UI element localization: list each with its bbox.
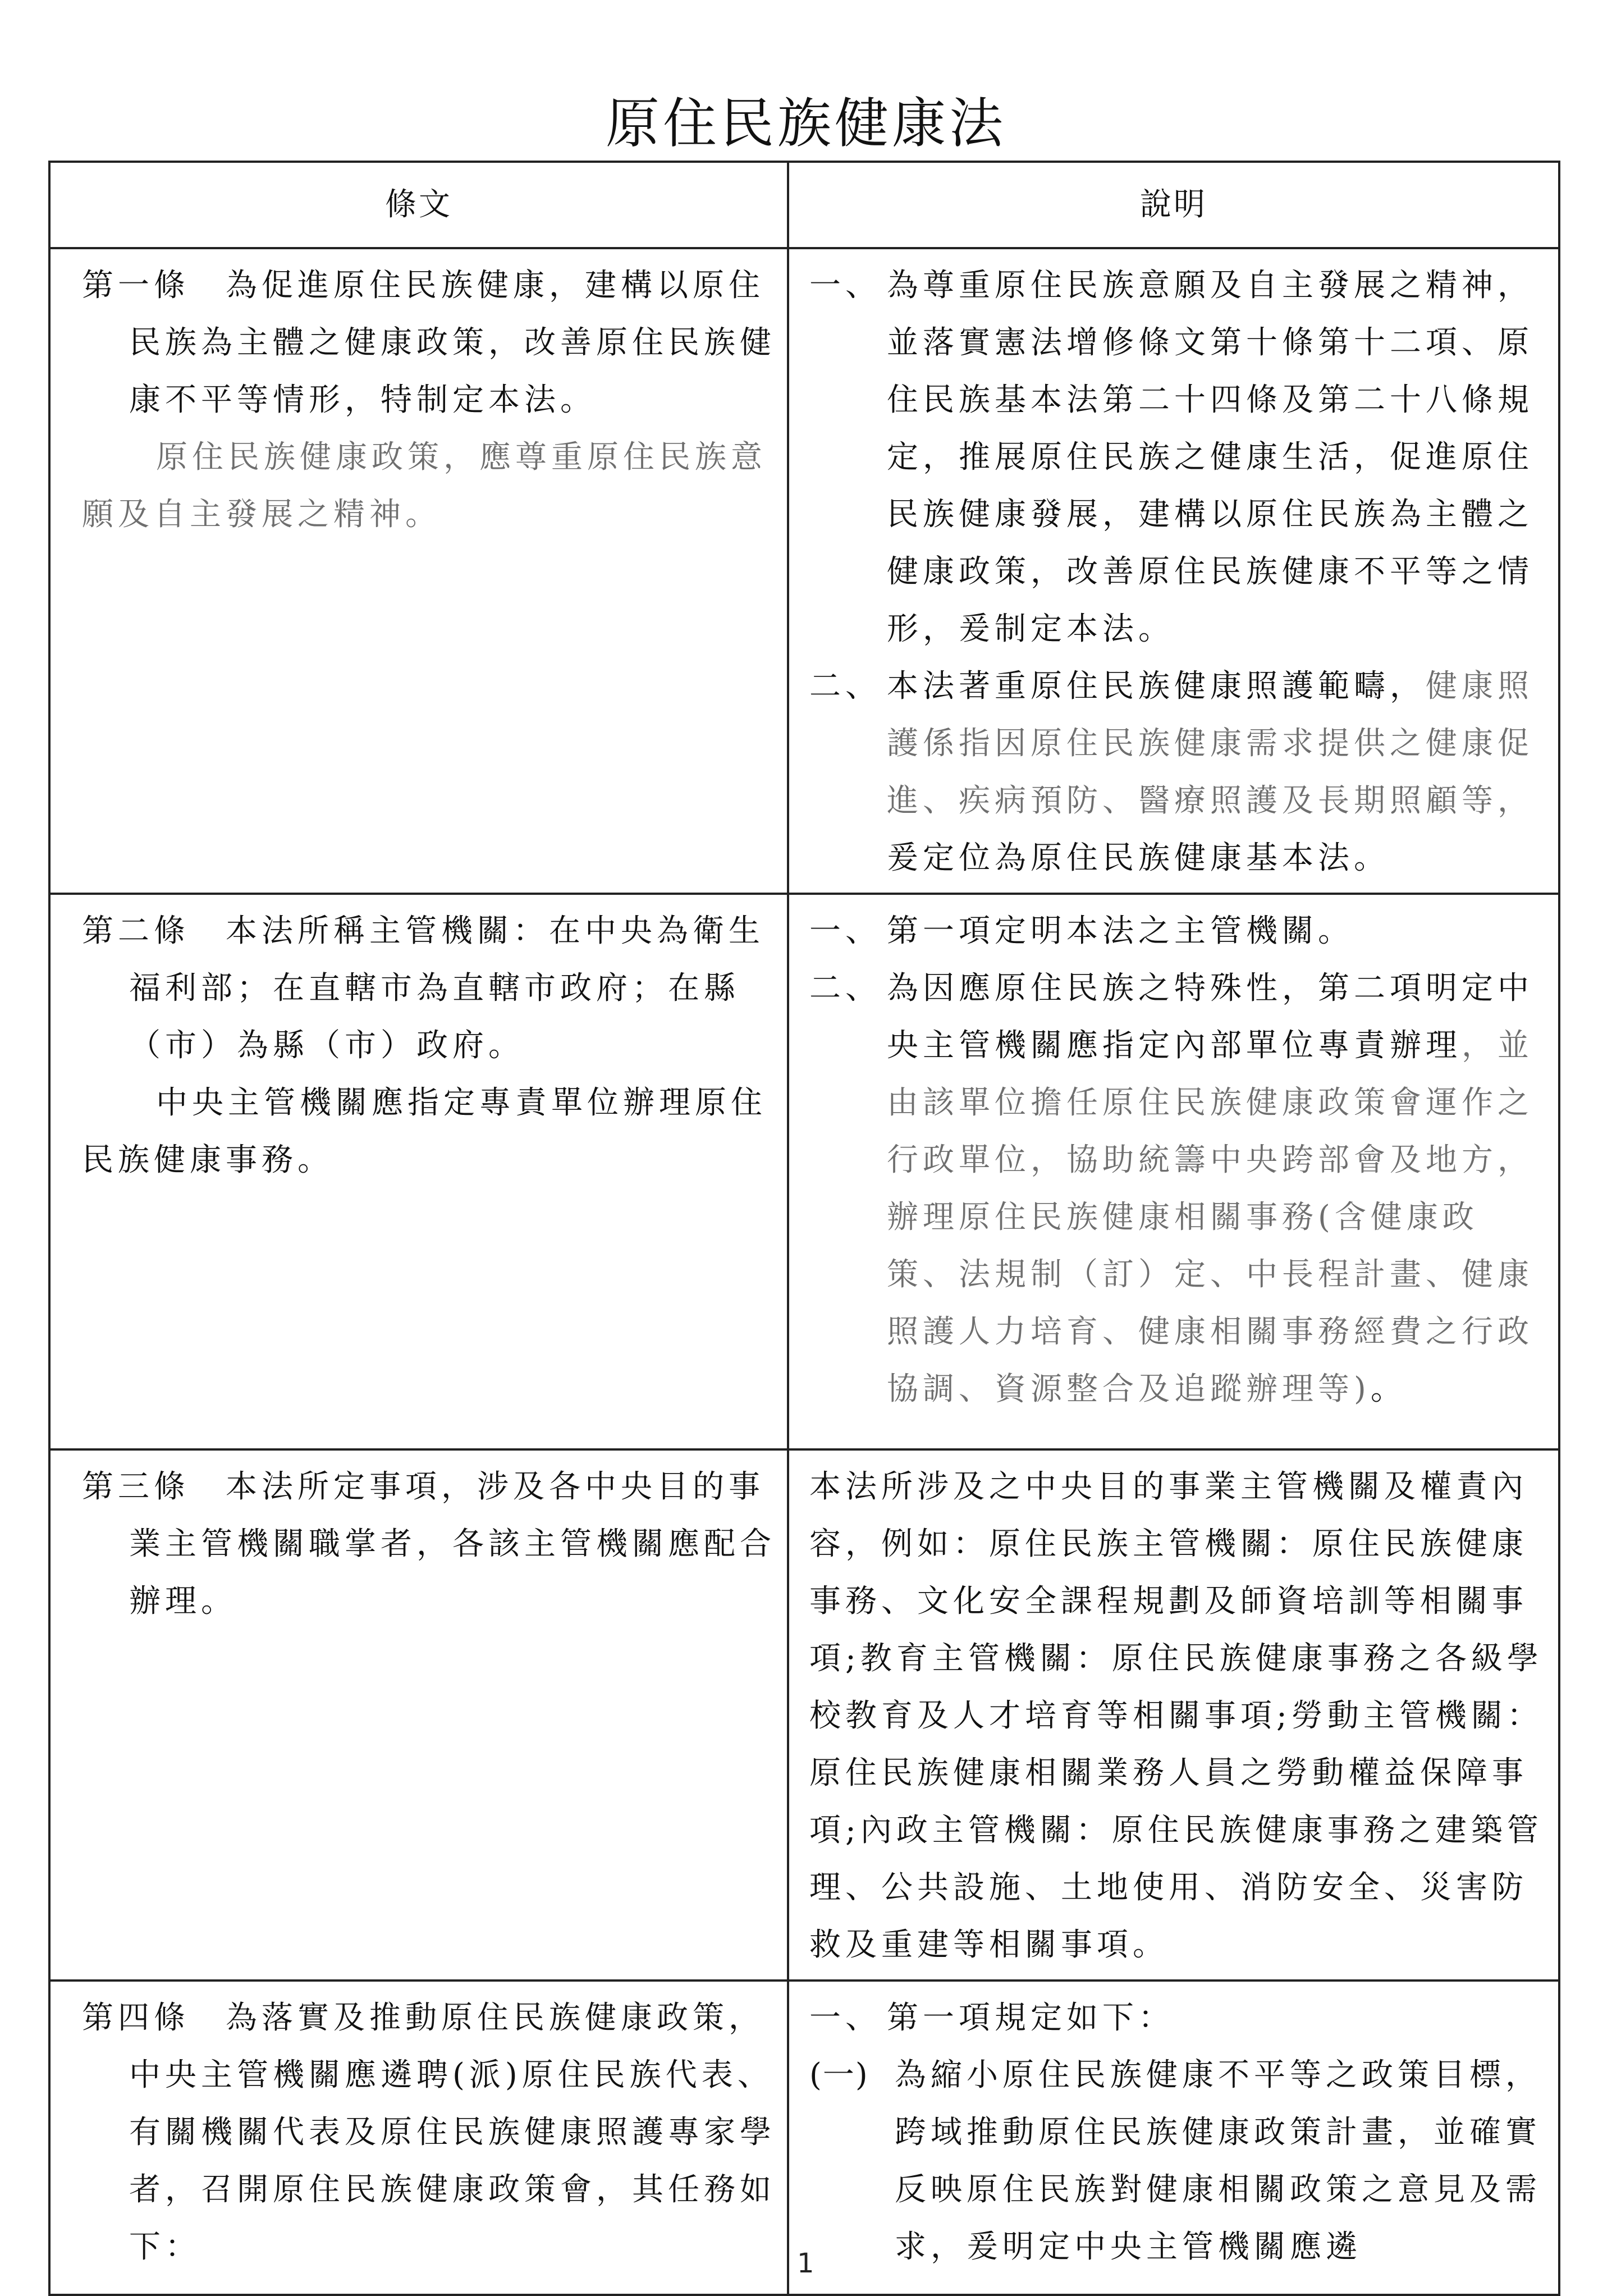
article-text: 第二條 本法所稱主管機關：在中央為衛生福利部；在直轄市為直轄市政府；在縣（市）為縣（市）政府。 bbox=[82, 913, 764, 1064]
header-article: 條文 bbox=[49, 162, 788, 248]
item-text-part: 本法著重原住民族健康照護範疇， bbox=[887, 668, 1426, 705]
explanation-item bbox=[809, 1989, 1547, 2047]
item-text-part-gray: ，並由該單位擔任原住民族健康政策會運作之行政單位，協助統籌中央跨部會及地方，辦理原住民族健康相關事務(含健康政策、法規制（訂）定、中長程計畫、健康照護人力培育、健康相關事務經費之行政協調、資源整合及追蹤辦理等) bbox=[887, 1027, 1533, 1407]
item-text-wrapper bbox=[887, 960, 1547, 1418]
item-number: 一、 bbox=[809, 267, 881, 304]
explanation-text: 本法所涉及之中央目的事業主管機關及權責內容，例如：原住民族主管機關：原住民族健康事務、文化安全課程規劃及師資培訓等相關事項;教育主管機關：原住民族健康事務之各級學校教育及人才培育等相關事項;勞動主管機關：原住民族健康相關業務人員之勞動權益保障事項;內政主管機關：原住民族健康事務之建築管理、公共設施、土地使用、消防安全、災害防救及重建等相關事項。 bbox=[809, 1469, 1543, 1963]
explanation-item bbox=[809, 658, 1547, 887]
article-text: 第四條 為落實及推動原住民族健康政策，中央主管機關應遴聘(派)原住民族代表、有關機關代表及原住民族健康照護專家學者，召開原住民族健康政策會，其任務如下： bbox=[82, 2000, 776, 2265]
document-title: 原住民族健康法 bbox=[606, 92, 1006, 155]
article-cell bbox=[49, 1449, 788, 1981]
article-cell bbox=[49, 894, 788, 1449]
article-cell bbox=[49, 1981, 788, 2295]
table-row bbox=[49, 1449, 1559, 1981]
explanation-cell bbox=[788, 894, 1559, 1449]
explanation-cell bbox=[788, 248, 1559, 894]
explanation-cell bbox=[788, 1449, 1559, 1981]
article-text: 第一條 為促進原住民族健康，建構以原住民族為主體之健康政策，改善原住民族健康不平等情形，特制定本法。 bbox=[82, 267, 776, 418]
item-text: 為縮小原住民族健康不平等之政策目標，跨域推動原住民族健康政策計畫，並確實反映原住民族對健康相關政策之意見及需求，爰明定中央主管機關應遴 bbox=[895, 2057, 1541, 2265]
article-text: 第三條 本法所定事項，涉及各中央目的事業主管機關職掌者，各該主管機關應配合辦理。 bbox=[82, 1469, 776, 1620]
article-paragraph: 中央主管機關應指定專責單位辦理原住民族健康事務。 bbox=[82, 1085, 767, 1178]
item-number: 二、 bbox=[809, 668, 881, 705]
item-text: 為尊重原住民族意願及自主發展之精神，並落實憲法增修條文第十條第十二項、原住民族基本法第二十四條及第二十八條規定，推展原住民族之健康生活，促進原住民族健康發展，建構以原住民族為主體之健康政策，改善原住民族健康不平等之情形，爰制定本法。 bbox=[887, 267, 1533, 647]
article-cell bbox=[49, 248, 788, 894]
item-text-part-gray: 健康照護係指因原住民族健康需求提供之健康促進、疾病預防、醫療照護及長期照顧等， bbox=[887, 668, 1533, 819]
table-row bbox=[49, 248, 1559, 894]
explanation-item bbox=[809, 960, 1547, 1418]
table-row bbox=[49, 894, 1559, 1449]
article-paragraph: 原住民族健康政策，應尊重原住民族意願及自主發展之精神。 bbox=[82, 439, 767, 533]
item-number: 一、 bbox=[809, 2000, 881, 2036]
explanation-item bbox=[809, 257, 1547, 658]
item-number: (一) bbox=[809, 2057, 869, 2093]
item-text-wrapper bbox=[887, 658, 1547, 887]
law-table bbox=[48, 161, 1560, 2296]
item-text: 第一項定明本法之主管機關。 bbox=[887, 913, 1354, 949]
item-text-part: 爰定位為原住民族健康基本法。 bbox=[887, 840, 1390, 876]
item-number: 二、 bbox=[809, 970, 881, 1007]
explanation-item bbox=[809, 2047, 1547, 2276]
item-text: 第一項規定如下： bbox=[887, 2000, 1174, 2036]
explanation-cell bbox=[788, 1981, 1559, 2295]
item-text-part: 。 bbox=[1370, 1371, 1407, 1407]
explanation-item bbox=[809, 903, 1547, 960]
page-number: 1 bbox=[797, 2248, 814, 2279]
item-number: 一、 bbox=[809, 913, 881, 949]
table-header-row bbox=[49, 162, 1559, 248]
header-explanation: 說明 bbox=[788, 162, 1559, 248]
item-text-part: 為因應原住民族之特殊性，第二項明定中央主管機關應指定內部單位專責辦理 bbox=[887, 970, 1533, 1064]
